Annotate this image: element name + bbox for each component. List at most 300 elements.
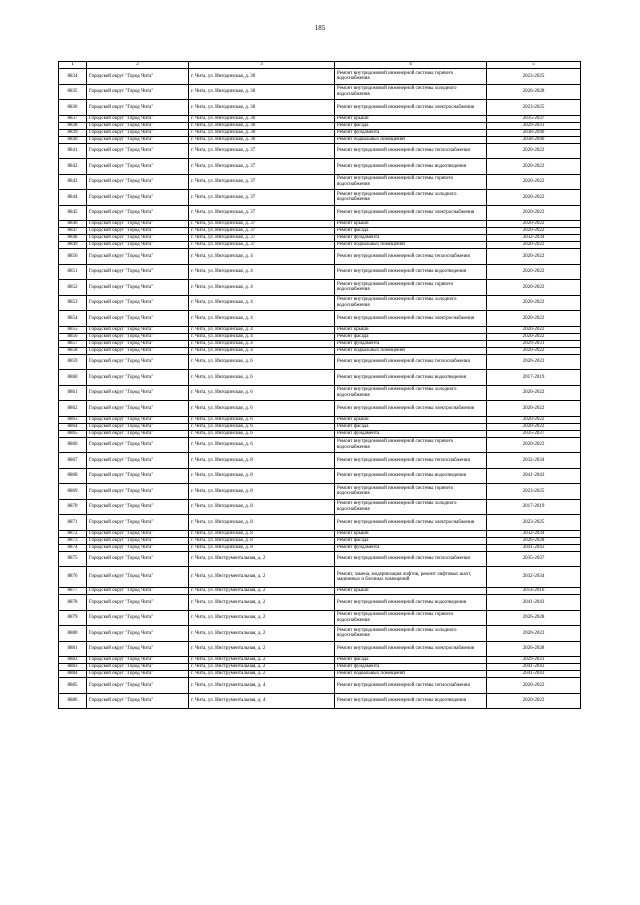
municipality-cell: Городской округ "Город Чита" [87,484,189,500]
period-cell: 2026-2028 [487,641,581,657]
row-number-cell: 8844 [59,190,87,206]
column-header-3: 3 [189,62,335,69]
address-cell: г. Чита, ул. Ингодинская, д. 4 [189,333,335,340]
table-row [59,610,581,626]
address-cell: г. Чита, ул. Ингодинская, д. 4 [189,311,335,327]
address-cell: г. Чита, ул. Ингодинская, д. 30 [189,129,335,136]
table-row [59,626,581,642]
work-type-cell: Ремонт внутридомовой инженерной системы горячего водоснабжения [335,437,487,453]
table-row [59,530,581,537]
table-row [59,468,581,484]
period-cell: 2023-2025 [487,69,581,85]
address-cell: г. Чита, ул. Ингодинская, д. 4 [189,326,335,333]
period-cell: 2020-2022 [487,174,581,190]
row-number-cell: 8854 [59,311,87,327]
table-row [59,143,581,159]
period-cell: 2020-2022 [487,295,581,311]
row-number-cell: 8885 [59,678,87,694]
municipality-cell: Городской округ "Город Чита" [87,430,189,437]
page-number: 185 [314,24,326,32]
work-type-cell: Ремонт фасада [335,122,487,129]
period-cell: 2038-2040 [487,129,581,136]
period-cell: 2029-2031 [487,657,581,664]
work-type-cell: Ремонт внутридомовой инженерной системы холодного водоснабжения [335,626,487,642]
period-cell: 2014-2016 [487,588,581,595]
municipality-cell: Городской округ "Город Чита" [87,174,189,190]
row-number-cell: 8842 [59,159,87,175]
work-type-cell: Ремонт внутридомовой инженерной системы теплоснабжения [335,453,487,469]
table-row [59,499,581,515]
period-cell: 2020-2022 [487,401,581,417]
municipality-cell: Городской округ "Город Чита" [87,657,189,664]
period-cell: 2020-2022 [487,354,581,370]
address-cell: г. Чита, ул. Ингодинская, д. 4 [189,264,335,280]
work-type-cell: Ремонт внутридомовой инженерной системы электроснабжения [335,515,487,531]
address-cell: г. Чита, ул. Инструментальная, д. 2 [189,567,335,588]
period-cell: 2020-2022 [487,693,581,709]
address-cell: г. Чита, ул. Ингодинская, д. 6 [189,354,335,370]
row-number-cell: 8853 [59,295,87,311]
work-type-cell: Ремонт внутридомовой инженерной системы электроснабжения [335,311,487,327]
municipality-cell: Городской округ "Город Чита" [87,159,189,175]
row-number-cell: 8875 [59,551,87,567]
row-number-cell: 8841 [59,143,87,159]
address-cell: г. Чита, ул. Ингодинская, д. 4 [189,340,335,347]
municipality-cell: Городской округ "Город Чита" [87,537,189,544]
row-number-cell: 8840 [59,136,87,143]
period-cell: 2020-2022 [487,333,581,340]
table-row [59,588,581,595]
work-type-cell: Ремонт фундамента [335,235,487,242]
address-cell: г. Чита, ул. Инструментальная, д. 2 [189,626,335,642]
municipality-cell: Городской округ "Город Чита" [87,610,189,626]
table-row [59,657,581,664]
period-cell: 2020-2022 [487,311,581,327]
work-type-cell: Ремонт внутридомовой инженерной системы холодного водоснабжения [335,190,487,206]
period-cell: 2020-2022 [487,242,581,249]
municipality-cell: Городской округ "Город Чита" [87,242,189,249]
table-row [59,174,581,190]
row-number-cell: 8886 [59,693,87,709]
work-type-cell: Ремонт фундамента [335,129,487,136]
work-type-cell: Ремонт фундамента [335,340,487,347]
address-cell: г. Чита, ул. Ингодинская, д. 37 [189,235,335,242]
address-cell: г. Чита, ул. Ингодинская, д. 8 [189,530,335,537]
table-row [59,115,581,122]
row-number-cell: 8845 [59,205,87,221]
table-row [59,340,581,347]
row-number-cell: 8849 [59,242,87,249]
address-cell: г. Чита, ул. Ингодинская, д. 6 [189,370,335,386]
table-row [59,551,581,567]
address-cell: г. Чита, ул. Ингодинская, д. 6 [189,416,335,423]
row-number-cell: 8867 [59,453,87,469]
municipality-cell: Городской округ "Город Чита" [87,190,189,206]
municipality-cell: Городской округ "Город Чита" [87,626,189,642]
period-cell: 2035-2037 [487,551,581,567]
row-number-cell: 8861 [59,385,87,401]
table-row [59,671,581,678]
municipality-cell: Городской округ "Город Чита" [87,221,189,228]
row-number-cell: 8872 [59,530,87,537]
municipality-cell: Городской округ "Город Чита" [87,143,189,159]
work-type-cell: Ремонт фасада [335,333,487,340]
table-row [59,333,581,340]
row-number-cell: 8836 [59,100,87,116]
address-cell: г. Чита, ул. Ингодинская, д. 30 [189,122,335,129]
address-cell: г. Чита, ул. Инструментальная, д. 2 [189,671,335,678]
row-number-cell: 8857 [59,340,87,347]
address-cell: г. Чита, ул. Инструментальная, д. 2 [189,641,335,657]
row-number-cell: 8850 [59,249,87,265]
municipality-cell: Городской округ "Город Чита" [87,671,189,678]
municipality-cell: Городской округ "Город Чита" [87,235,189,242]
municipality-cell: Городской округ "Город Чита" [87,333,189,340]
address-cell: г. Чита, ул. Ингодинская, д. 8 [189,499,335,515]
municipality-cell: Городской округ "Город Чита" [87,249,189,265]
period-cell: 2041-2043 [487,595,581,611]
table-row [59,423,581,430]
table-row [59,100,581,116]
table-row [59,537,581,544]
period-cell: 2023-2025 [487,100,581,116]
municipality-cell: Городской округ "Город Чита" [87,468,189,484]
period-cell: 2020-2022 [487,678,581,694]
row-number-cell: 8846 [59,221,87,228]
period-cell: 2020-2022 [487,143,581,159]
municipality-cell: Городской округ "Город Чита" [87,205,189,221]
table-row [59,453,581,469]
period-cell: 2029-2031 [487,340,581,347]
municipality-cell: Городской округ "Город Чита" [87,401,189,417]
period-cell: 2035-2037 [487,430,581,437]
row-number-cell: 8843 [59,174,87,190]
municipality-cell: Городской округ "Город Чита" [87,544,189,551]
address-cell: г. Чита, ул. Ингодинская, д. 37 [189,221,335,228]
row-number-cell: 8876 [59,567,87,588]
period-cell: 2035-2037 [487,115,581,122]
table-row [59,544,581,551]
table-row [59,416,581,423]
table-row [59,641,581,657]
period-cell: 2032-2034 [487,567,581,588]
municipality-cell: Городской округ "Город Чита" [87,641,189,657]
table-row [59,221,581,228]
table-row [59,264,581,280]
column-header-4: 4 [335,62,487,69]
address-cell: г. Чита, ул. Ингодинская, д. 30 [189,100,335,116]
row-number-cell: 8866 [59,437,87,453]
municipality-cell: Городской округ "Город Чита" [87,295,189,311]
address-cell: г. Чита, ул. Ингодинская, д. 8 [189,515,335,531]
municipality-cell: Городской округ "Город Чита" [87,416,189,423]
row-number-cell: 8858 [59,347,87,354]
work-type-cell: Ремонт внутридомовой инженерной системы водоотведения [335,159,487,175]
period-cell: 2020-2022 [487,385,581,401]
table-row [59,228,581,235]
work-type-cell: Ремонт внутридомовой инженерной системы водоотведения [335,468,487,484]
table-body [59,69,581,709]
row-number-cell: 8839 [59,129,87,136]
address-cell: г. Чита, ул. Ингодинская, д. 6 [189,430,335,437]
period-cell: 2029-2031 [487,122,581,129]
period-cell: 2026-2028 [487,84,581,100]
address-cell: г. Чита, ул. Ингодинская, д. 37 [189,143,335,159]
table-row [59,515,581,531]
work-type-cell: Ремонт внутридомовой инженерной системы водоотведения [335,264,487,280]
address-cell: г. Чита, ул. Ингодинская, д. 37 [189,190,335,206]
address-cell: г. Чита, ул. Инструментальная, д. 2 [189,588,335,595]
work-type-cell: Ремонт внутридомовой инженерной системы горячего водоснабжения [335,174,487,190]
work-type-cell: Ремонт внутридомовой инженерной системы холодного водоснабжения [335,499,487,515]
period-cell: 2020-2022 [487,190,581,206]
work-type-cell: Ремонт внутридомовой инженерной системы электроснабжения [335,641,487,657]
municipality-cell: Городской округ "Город Чита" [87,551,189,567]
row-number-cell: 8862 [59,401,87,417]
period-cell: 2026-2028 [487,537,581,544]
row-number-cell: 8851 [59,264,87,280]
work-type-cell: Ремонт внутридомовой инженерной системы горячего водоснабжения [335,69,487,85]
row-number-cell: 8834 [59,69,87,85]
table-row [59,385,581,401]
work-type-cell: Ремонт, замена, модернизация лифтов, ремонт лифтовых шахт, машинных и блочных помещений [335,567,487,588]
period-cell: 2017-2019 [487,370,581,386]
row-number-cell: 8869 [59,484,87,500]
work-type-cell: Ремонт внутридомовой инженерной системы теплоснабжения [335,678,487,694]
table-row [59,664,581,671]
period-cell: 2032-2034 [487,453,581,469]
table-row [59,242,581,249]
period-cell: 2020-2022 [487,347,581,354]
period-cell: 2017-2019 [487,499,581,515]
municipality-cell: Городской округ "Город Чита" [87,437,189,453]
period-cell: 2041-2043 [487,664,581,671]
address-cell: г. Чита, ул. Инструментальная, д. 4 [189,678,335,694]
row-number-cell: 8859 [59,354,87,370]
address-cell: г. Чита, ул. Ингодинская, д. 8 [189,544,335,551]
row-number-cell: 8873 [59,537,87,544]
address-cell: г. Чита, ул. Ингодинская, д. 6 [189,423,335,430]
row-number-cell: 8855 [59,326,87,333]
work-type-cell: Ремонт внутридомовой инженерной системы водоотведения [335,693,487,709]
work-type-cell: Ремонт подвальных помещений [335,671,487,678]
address-cell: г. Чита, ул. Ингодинская, д. 4 [189,347,335,354]
period-cell: 2041-2043 [487,468,581,484]
municipality-cell: Городской округ "Город Чита" [87,567,189,588]
period-cell: 2020-2022 [487,280,581,296]
municipality-cell: Городской округ "Город Чита" [87,515,189,531]
work-type-cell: Ремонт фасада [335,228,487,235]
municipality-cell: Городской округ "Город Чита" [87,530,189,537]
address-cell: г. Чита, ул. Ингодинская, д. 30 [189,136,335,143]
row-number-cell: 8838 [59,122,87,129]
work-type-cell: Ремонт внутридомовой инженерной системы теплоснабжения [335,143,487,159]
row-number-cell: 8880 [59,626,87,642]
municipality-cell: Городской округ "Город Чита" [87,228,189,235]
work-type-cell: Ремонт фасада [335,657,487,664]
period-cell: 2032-2034 [487,530,581,537]
municipality-cell: Городской округ "Город Чита" [87,453,189,469]
work-type-cell: Ремонт внутридомовой инженерной системы водоотведения [335,595,487,611]
address-cell: г. Чита, ул. Ингодинская, д. 30 [189,69,335,85]
work-type-cell: Ремонт крыши [335,326,487,333]
row-number-cell: 8868 [59,468,87,484]
table-header [59,62,581,69]
municipality-cell: Городской округ "Город Чита" [87,595,189,611]
period-cell: 2020-2022 [487,423,581,430]
row-number-cell: 8863 [59,416,87,423]
municipality-cell: Городской округ "Город Чита" [87,354,189,370]
work-type-cell: Ремонт внутридомовой инженерной системы теплоснабжения [335,354,487,370]
row-number-cell: 8835 [59,84,87,100]
period-cell: 2020-2022 [487,416,581,423]
municipality-cell: Городской округ "Город Чита" [87,370,189,386]
table-row [59,437,581,453]
work-type-cell: Ремонт крыши [335,221,487,228]
table-row [59,354,581,370]
address-cell: г. Чита, ул. Ингодинская, д. 4 [189,295,335,311]
address-cell: г. Чита, ул. Ингодинская, д. 30 [189,115,335,122]
row-number-cell: 8856 [59,333,87,340]
address-cell: г. Чита, ул. Инструментальная, д. 2 [189,551,335,567]
work-type-cell: Ремонт фасада [335,537,487,544]
municipality-cell: Городской округ "Город Чита" [87,136,189,143]
address-cell: г. Чита, ул. Ингодинская, д. 8 [189,484,335,500]
address-cell: г. Чита, ул. Ингодинская, д. 30 [189,84,335,100]
row-number-cell: 8883 [59,664,87,671]
work-type-cell: Ремонт внутридомовой инженерной системы электроснабжения [335,100,487,116]
period-cell: 2020-2022 [487,228,581,235]
row-number-cell: 8882 [59,657,87,664]
work-type-cell: Ремонт внутридомовой инженерной системы горячего водоснабжения [335,610,487,626]
table-row [59,326,581,333]
row-number-cell: 8874 [59,544,87,551]
row-number-cell: 8884 [59,671,87,678]
work-type-cell: Ремонт фасада [335,423,487,430]
table-row [59,136,581,143]
table-row [59,567,581,588]
municipality-cell: Городской округ "Город Чита" [87,340,189,347]
row-number-cell: 8865 [59,430,87,437]
work-type-cell: Ремонт подвальных помещений [335,347,487,354]
municipality-cell: Городской округ "Город Чита" [87,122,189,129]
period-cell: 2032-2034 [487,235,581,242]
work-type-cell: Ремонт внутридомовой инженерной системы водоотведения [335,370,487,386]
address-cell: г. Чита, ул. Ингодинская, д. 37 [189,205,335,221]
address-cell: г. Чита, ул. Ингодинская, д. 8 [189,453,335,469]
municipality-cell: Городской округ "Город Чита" [87,280,189,296]
table-row [59,205,581,221]
work-type-cell: Ремонт фундамента [335,664,487,671]
row-number-cell: 8860 [59,370,87,386]
work-type-cell: Ремонт фундамента [335,544,487,551]
column-header-1: 1 [59,62,87,69]
registry-table [58,61,581,709]
address-cell: г. Чита, ул. Ингодинская, д. 37 [189,242,335,249]
municipality-cell: Городской округ "Город Чита" [87,100,189,116]
work-type-cell: Ремонт фундамента [335,430,487,437]
period-cell: 2026-2028 [487,610,581,626]
municipality-cell: Городской округ "Город Чита" [87,385,189,401]
row-number-cell: 8848 [59,235,87,242]
table-row [59,249,581,265]
period-cell: 2020-2022 [487,221,581,228]
work-type-cell: Ремонт крыши [335,588,487,595]
period-cell: 2020-2022 [487,326,581,333]
address-cell: г. Чита, ул. Инструментальная, д. 2 [189,664,335,671]
column-header-2: 2 [87,62,189,69]
work-type-cell: Ремонт подвальных помещений [335,242,487,249]
work-type-cell: Ремонт внутридомовой инженерной системы горячего водоснабжения [335,484,487,500]
address-cell: г. Чита, ул. Ингодинская, д. 37 [189,159,335,175]
table-row [59,295,581,311]
table-row [59,401,581,417]
address-cell: г. Чита, ул. Ингодинская, д. 4 [189,280,335,296]
table-row [59,484,581,500]
table-row [59,693,581,709]
row-number-cell: 8877 [59,588,87,595]
row-number-cell: 8852 [59,280,87,296]
municipality-cell: Городской округ "Город Чита" [87,693,189,709]
municipality-cell: Городской округ "Город Чита" [87,69,189,85]
period-cell: 2020-2022 [487,249,581,265]
table-row [59,190,581,206]
table-row [59,370,581,386]
municipality-cell: Городской округ "Город Чита" [87,664,189,671]
address-cell: г. Чита, ул. Ингодинская, д. 6 [189,437,335,453]
municipality-cell: Городской округ "Город Чита" [87,347,189,354]
work-type-cell: Ремонт внутридомовой инженерной системы электроснабжения [335,205,487,221]
period-cell: 2041-2043 [487,544,581,551]
table-row [59,84,581,100]
address-cell: г. Чита, ул. Ингодинская, д. 6 [189,401,335,417]
address-cell: г. Чита, ул. Инструментальная, д. 4 [189,693,335,709]
period-cell: 2020-2022 [487,264,581,280]
address-cell: г. Чита, ул. Инструментальная, д. 2 [189,657,335,664]
work-type-cell: Ремонт внутридомовой инженерной системы холодного водоснабжения [335,385,487,401]
table-row [59,159,581,175]
municipality-cell: Городской округ "Город Чита" [87,326,189,333]
period-cell: 2020-2022 [487,626,581,642]
table-row [59,678,581,694]
table-row [59,595,581,611]
row-number-cell: 8878 [59,595,87,611]
row-number-cell: 8847 [59,228,87,235]
period-cell: 2023-2025 [487,484,581,500]
municipality-cell: Городской округ "Город Чита" [87,115,189,122]
period-cell: 2020-2022 [487,159,581,175]
address-cell: г. Чита, ул. Ингодинская, д. 4 [189,249,335,265]
table-row [59,347,581,354]
municipality-cell: Городской округ "Город Чита" [87,264,189,280]
row-number-cell: 8881 [59,641,87,657]
work-type-cell: Ремонт внутридомовой инженерной системы холодного водоснабжения [335,84,487,100]
municipality-cell: Городской округ "Город Чита" [87,129,189,136]
address-cell: г. Чита, ул. Ингодинская, д. 8 [189,468,335,484]
table-row [59,129,581,136]
table-row [59,430,581,437]
municipality-cell: Городской округ "Город Чита" [87,588,189,595]
table-row [59,235,581,242]
period-cell: 2020-2022 [487,205,581,221]
address-cell: г. Чита, ул. Инструментальная, д. 2 [189,610,335,626]
work-type-cell: Ремонт крыши [335,115,487,122]
work-type-cell: Ремонт внутридомовой инженерной системы теплоснабжения [335,551,487,567]
work-type-cell: Ремонт внутридомовой инженерной системы электроснабжения [335,401,487,417]
row-number-cell: 8864 [59,423,87,430]
municipality-cell: Городской округ "Город Чита" [87,499,189,515]
work-type-cell: Ремонт крыши [335,416,487,423]
